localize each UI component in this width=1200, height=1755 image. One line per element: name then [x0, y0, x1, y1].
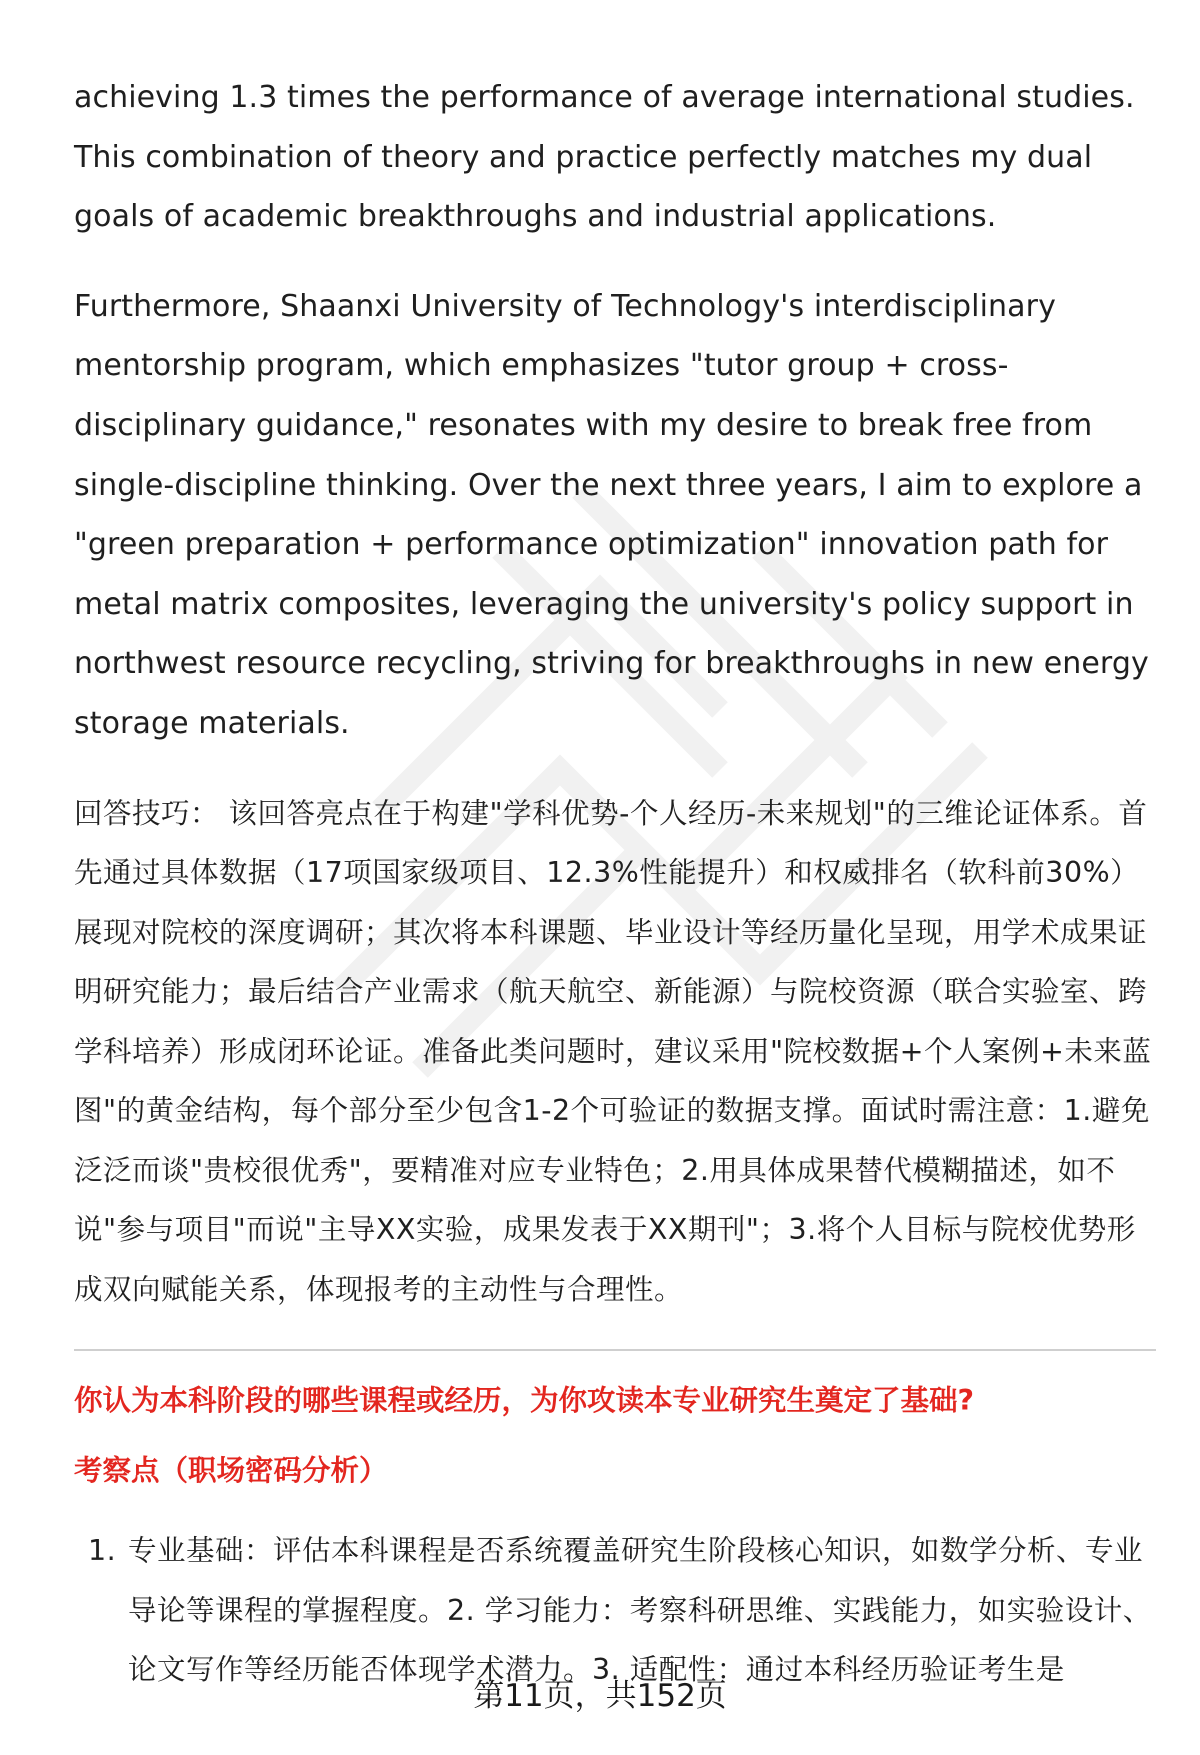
section-divider	[74, 1349, 1156, 1351]
body-paragraph-2: Furthermore, Shaanxi University of Technology's interdisciplinary mentorship program, which emphasizes "tutor group + cross-disciplinary guidance," resonates with my desire to break free from single-discipline thinking. Over the next three years, I aim to explore a "green preparation + performance optimization" innovation path for metal matrix composites, leveraging the university's policy support in northwest resource recycling, striving for breakthroughs in new energy storage materials.	[74, 288, 1149, 741]
page-content	[74, 68, 1156, 1700]
page-number-footer: 第11页，共152页	[473, 1678, 727, 1714]
list-item-text: 专业基础：评估本科课程是否系统覆盖研究生阶段核心知识，如数学分析、专业导论等课程的掌握程度。2. 学习能力：考察科研思维、实践能力，如实验设计、论文写作等经历能否体现学术潜力。3. 适配性：通过本科经历验证考生是	[128, 1534, 1152, 1687]
assessment-points-list	[74, 1521, 1156, 1700]
list-item-number: 1.	[88, 1534, 117, 1568]
list-item	[74, 1521, 1156, 1700]
body-paragraph-1: achieving 1.3 times the performance of average international studies. This combination of theory and practice perfectly matches my dual goals of academic breakthroughs and industrial applications.	[74, 80, 1135, 235]
interview-question: 你认为本科阶段的哪些课程或经历，为你攻读本专业研究生奠定了基础?	[74, 1384, 975, 1418]
assessment-points-heading: 考察点（职场密码分析）	[74, 1454, 388, 1488]
answer-tips-paragraph: 回答技巧： 该回答亮点在于构建"学科优势-个人经历-未来规划"的三维论证体系。首先通过具体数据（17项国家级项目、12.3%性能提升）和权威排名（软科前30%）展现对院校的深度调研；其次将本科课题、毕业设计等经历量化呈现，用学术成果证明研究能力；最后结合产业需求（航天航空、新能源）与院校资源（联合实验室、跨学科培养）形成闭环论证。准备此类问题时，建议采用"院校数据+个人案例+未来蓝图"的黄金结构，每个部分至少包含1-2个可验证的数据支撑。面试时需注意：1.避免泛泛而谈"贵校很优秀"，要精准对应专业特色；2.用具体成果替代模糊描述，如不说"参与项目"而说"主导XX实验，成果发表于XX期刊"；3.将个人目标与院校优势形成双向赋能关系，体现报考的主动性与合理性。	[74, 796, 1152, 1306]
